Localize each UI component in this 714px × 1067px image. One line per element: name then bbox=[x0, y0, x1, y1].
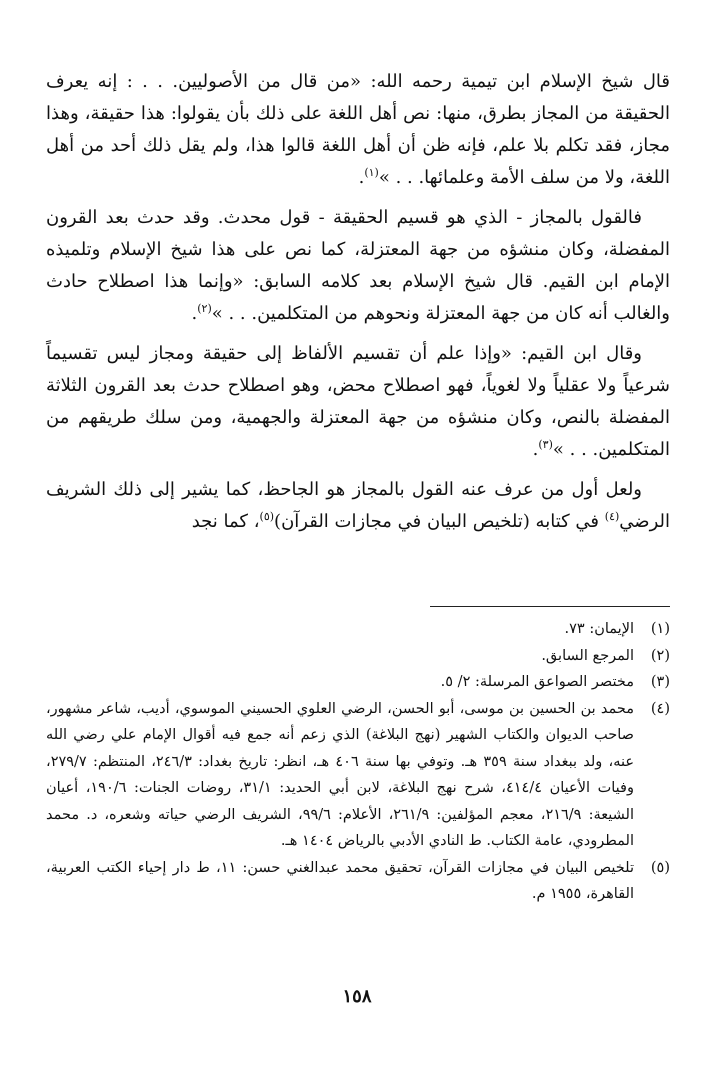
footnote-3 bbox=[46, 669, 670, 696]
footnote-ref-4: (٤) bbox=[604, 510, 620, 523]
paragraph-4 bbox=[46, 474, 670, 538]
paragraph-1-text: قال شيخ الإسلام ابن تيمية رحمه الله: «من قال من الأصوليين. . . : إنه يعرف الحقيقة من المجاز بطرق، منها: نص أهل اللغة على ذلك بأن يقولوا: هذا حقيقة، وهذا مجاز، فقد تكلم بلا علم، فإنه ظن أن أهل اللغة قالوا هذا، ولم يقل ذلك أحد من أهل اللغة، ولا من سلف الأمة وعلمائها. . . » bbox=[46, 71, 670, 188]
paragraph-2: فالقول بالمجاز - الذي هو قسيم الحقيقة - قول محدث. وقد حدث بعد القرون المفضلة، وكان منشؤه من جهة المعتزلة، كما نص على هذا شيخ الإسلام وتلميذه الإمام ابن القيم. قال شيخ الإسلام بعد كلامه السابق: «وإنما هذا اصطلاح حادث والغالب أنه كان من جهة المعتزلة ونحوهم من المتكلمين. . . »$^{(٢)}$. bbox=[46, 207, 670, 324]
footnote-5 bbox=[46, 855, 670, 908]
main-text bbox=[46, 66, 670, 546]
footnote-ref-5: (٥) bbox=[259, 510, 275, 523]
footnote-ref-1: (١) bbox=[364, 166, 379, 179]
footnote-1 bbox=[46, 616, 670, 643]
footnote-ref-3: (٣) bbox=[538, 438, 553, 451]
paragraph-4-text-b: في كتابه (تلخيص البيان في مجازات القرآن) bbox=[274, 511, 605, 532]
paragraph-3: وقال ابن القيم: «وإذا علم أن تقسيم الألفاظ إلى حقيقة ومجاز ليس تقسيماً شرعياً ولا عقلياً ولا لغوياً، فهو اصطلاح محض، وهو اصطلاح حدث بعد القرون الثلاثة المفضلة بالنص، وكان منشؤه من جهة المعتزلة والجهمية، ومن سلك طريقهم من المتكلمين. . . »$^{(٣)}$. bbox=[46, 343, 670, 460]
footnote-number: (٤) bbox=[650, 700, 670, 717]
footnote-text: محمد بن الحسين بن موسى، أبو الحسن، الرضي العلوي الحسيني الموسوي، أديب، شاعر مشهور، صاحب الديوان والكتاب الشهير (نهج البلاغة) الذي زعم أنه جمع فيه أقوال الإمام علي رضي الله عنه، ولد ببغداد سنة ٣٥٩ هـ. وتوفي بها سنة ٤٠٦ هـ، انظر: تاريخ بغداد: ٢٤٦/٣، المنتظم: ٢٧٩/٧، وفيات الأعيان ٤١٤/٤، شرح نهج البلاغة، لابن أبي الحديد: ٣١/١، روضات الجنات: ١٩٠/٦، أعيان الشيعة: ٢١٦/٩، معجم المؤلفين: ٢٦١/٩، الأعلام: ٩٩/٦، الشريف الرضي حياته وشعره، د. محمد المطرودي، عامة الكتاب. ط النادي الأدبي بالرياض ١٤٠٤ هـ. bbox=[46, 700, 634, 849]
paragraph-4-text-a: ولعل أول من عرف عنه القول بالمجاز هو الجاحظ، كما يشير إلى ذلك الشريف الرضي bbox=[46, 479, 670, 532]
footnote-ref-2: (٢) bbox=[197, 302, 212, 315]
paragraph-4-text-c: ، كما نجد bbox=[191, 511, 260, 532]
footnote-number: (٥) bbox=[650, 859, 670, 876]
footnote-text: المرجع السابق. bbox=[541, 647, 634, 664]
footnote-divider bbox=[430, 606, 670, 607]
footnote-4 bbox=[46, 696, 670, 855]
paragraph-3-text: وقال ابن القيم: «وإذا علم أن تقسيم الألفاظ إلى حقيقة ومجاز ليس تقسيماً شرعياً ولا عقلياً ولا لغوياً، فهو اصطلاح محض، وهو اصطلاح حدث بعد القرون الثلاثة المفضلة بالنص، وكان منشؤه من جهة المعتزلة والجهمية، ومن سلك طريقهم من المتكلمين. . . » bbox=[46, 343, 670, 460]
footnote-number: (٢) bbox=[650, 647, 670, 664]
footnote-number: (١) bbox=[650, 621, 670, 637]
footnote-number: (٣) bbox=[650, 674, 670, 690]
paragraph-2-text: فالقول بالمجاز - الذي هو قسيم الحقيقة - قول محدث. وقد حدث بعد القرون المفضلة، وكان منشؤه من جهة المعتزلة، كما نص على هذا شيخ الإسلام وتلميذه الإمام ابن القيم. قال شيخ الإسلام بعد كلامه السابق: «وإنما هذا اصطلاح حادث والغالب أنه كان من جهة المعتزلة ونحوهم من المتكلمين. . . » bbox=[46, 207, 670, 324]
footnote-text: الإيمان: ٧٣. bbox=[564, 621, 634, 637]
paragraph-1: قال شيخ الإسلام ابن تيمية رحمه الله: «من قال من الأصوليين. . . : إنه يعرف الحقيقة من المجاز بطرق، منها: نص أهل اللغة على ذلك بأن يقولوا: هذا حقيقة، وهذا مجاز، فقد تكلم بلا علم، فإنه ظن أن أهل اللغة قالوا هذا، ولم يقل ذلك أحد من أهل اللغة، ولا من سلف الأمة وعلمائها. . . »$^{(١)}$. bbox=[46, 71, 670, 188]
footnote-text: تلخيص البيان في مجازات القرآن، تحقيق محمد عبدالغني حسن: ١١، ط دار إحياء الكتب العربية، القاهرة، ١٩٥٥ م. bbox=[46, 859, 634, 902]
footnotes bbox=[46, 616, 670, 908]
footnote-text: مختصر الصواعق المرسلة: ٢/ ٥. bbox=[440, 674, 634, 690]
footnote-2 bbox=[46, 643, 670, 670]
page-number: ١٥٨ bbox=[342, 986, 372, 1007]
